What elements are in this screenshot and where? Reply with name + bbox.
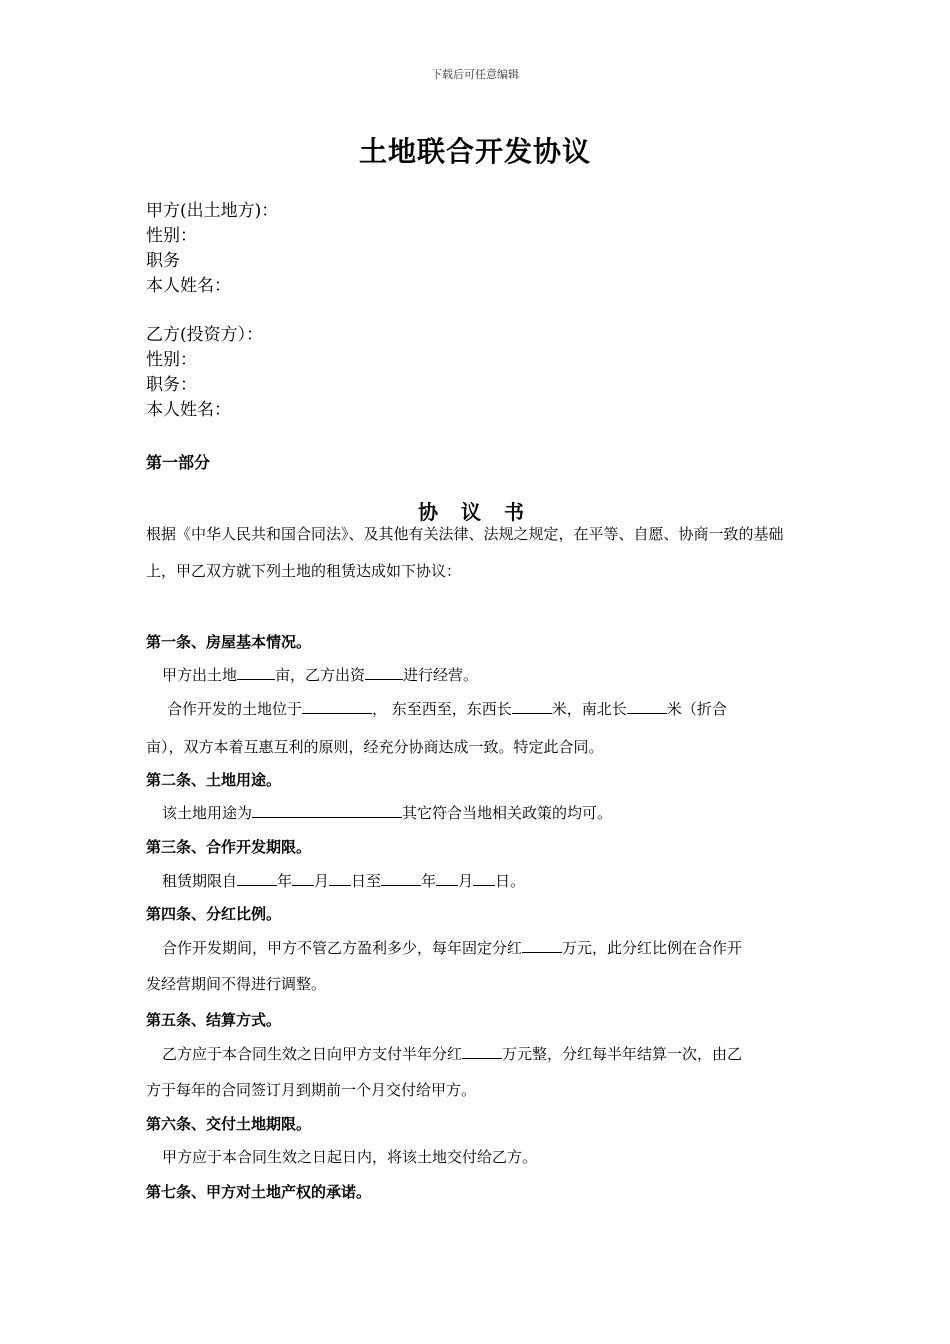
fill-blank[interactable] bbox=[329, 871, 351, 886]
clause-6-line-1: 甲方应于本合同生效之日起日内，将该土地交付给乙方。 bbox=[162, 1148, 538, 1166]
clause-1-line-1 bbox=[162, 664, 478, 685]
document-title: 土地联合开发协议 bbox=[358, 135, 591, 168]
clause-4-heading: 第四条、分红比例。 bbox=[146, 905, 282, 923]
preamble-paragraph: 根据《中华人民共和国合同法》、及其他有关法律、法规之规定，在平等、自愿、协商一致的基础 上，甲乙双方就下列土地的租赁达成如下协议： bbox=[146, 525, 784, 580]
clause-3-text: 日。 bbox=[495, 872, 526, 890]
clause-3-text: 日至 bbox=[351, 872, 382, 890]
clause-1-text: 甲方出土地 bbox=[162, 666, 238, 684]
clause-5-heading: 第五条、结算方式。 bbox=[146, 1011, 282, 1029]
clause-2-line-1 bbox=[162, 802, 612, 823]
clause-1-text: 米（折合 bbox=[666, 700, 727, 718]
party-b-position: 职务： bbox=[146, 375, 197, 395]
clause-1-text: ， 东至西至，东西长 bbox=[372, 700, 512, 718]
fill-blank[interactable] bbox=[627, 699, 667, 714]
fill-blank[interactable] bbox=[436, 871, 458, 886]
fill-blank[interactable] bbox=[237, 665, 275, 680]
clause-1-line-2 bbox=[167, 698, 727, 719]
clause-3-text: 租赁期限自 bbox=[162, 872, 238, 890]
header-note: 下载后可任意编辑 bbox=[431, 68, 519, 81]
fill-blank[interactable] bbox=[512, 699, 552, 714]
clause-5-line-2: 方于每年的合同签订月到期前一个月交付给甲方。 bbox=[146, 1081, 477, 1099]
party-b-name: 本人姓名： bbox=[146, 400, 231, 420]
fill-blank[interactable] bbox=[462, 1044, 502, 1059]
clause-2-text: 其它符合当地相关政策的均可。 bbox=[402, 804, 613, 822]
clause-3-text: 年 bbox=[277, 872, 293, 890]
party-a-block bbox=[146, 199, 278, 299]
party-a-position: 职务 bbox=[146, 251, 180, 271]
fill-blank[interactable] bbox=[522, 938, 562, 953]
clause-3-line-1 bbox=[162, 870, 525, 891]
clause-4-line-2: 发经营期间不得进行调整。 bbox=[146, 975, 327, 993]
clause-5-text: 万元整，分红每半年结算一次，由乙 bbox=[502, 1045, 743, 1063]
fill-blank[interactable] bbox=[473, 871, 495, 886]
fill-blank[interactable] bbox=[381, 871, 421, 886]
clause-1-text: 亩，乙方出资 bbox=[275, 666, 366, 684]
fill-blank[interactable] bbox=[302, 699, 372, 714]
clause-5-line-1 bbox=[162, 1043, 742, 1064]
clause-3-text: 年 bbox=[421, 872, 437, 890]
clause-4-text: 合作开发期间，甲方不管乙方盈利多少，每年固定分红 bbox=[162, 939, 523, 957]
party-b-block bbox=[146, 323, 263, 423]
fill-blank[interactable] bbox=[365, 665, 403, 680]
clause-6-heading: 第六条、交付土地期限。 bbox=[146, 1115, 312, 1133]
clause-1-heading: 第一条、房屋基本情况。 bbox=[146, 633, 312, 651]
clause-3-text: 月 bbox=[314, 872, 330, 890]
fill-blank[interactable] bbox=[292, 871, 314, 886]
clause-5-text: 乙方应于本合同生效之日向甲方支付半年分红 bbox=[162, 1045, 463, 1063]
clause-4-line-1 bbox=[162, 937, 742, 958]
clause-1-text: 进行经营。 bbox=[403, 666, 479, 684]
party-b-heading: 乙方(投资方）： bbox=[146, 325, 264, 345]
clause-3-heading: 第三条、合作开发期限。 bbox=[146, 838, 312, 856]
party-a-gender: 性别： bbox=[146, 226, 197, 246]
clause-2-text: 该土地用途为 bbox=[162, 804, 253, 822]
party-a-name: 本人姓名： bbox=[146, 276, 231, 296]
clause-1-text: 合作开发的土地位于 bbox=[167, 700, 303, 718]
fill-blank[interactable] bbox=[252, 803, 402, 818]
fill-blank[interactable] bbox=[237, 871, 277, 886]
clause-2-heading: 第二条、土地用途。 bbox=[146, 771, 282, 789]
clause-7-heading: 第七条、甲方对土地产权的承诺。 bbox=[146, 1183, 372, 1201]
part-one-heading: 第一部分 bbox=[146, 453, 211, 472]
clause-1-text: 米，南北长 bbox=[551, 700, 627, 718]
clause-1-line-3: 亩），双方本着互惠互利的原则，经充分协商达成一致。特定此合同。 bbox=[146, 738, 604, 756]
party-a-heading: 甲方(出土地方)： bbox=[146, 201, 279, 221]
clause-3-text: 月 bbox=[458, 872, 474, 890]
party-b-gender: 性别： bbox=[146, 350, 197, 370]
clause-4-text: 万元，此分红比例在合作开 bbox=[562, 939, 743, 957]
agreement-title: 协 议 书 bbox=[418, 500, 532, 524]
